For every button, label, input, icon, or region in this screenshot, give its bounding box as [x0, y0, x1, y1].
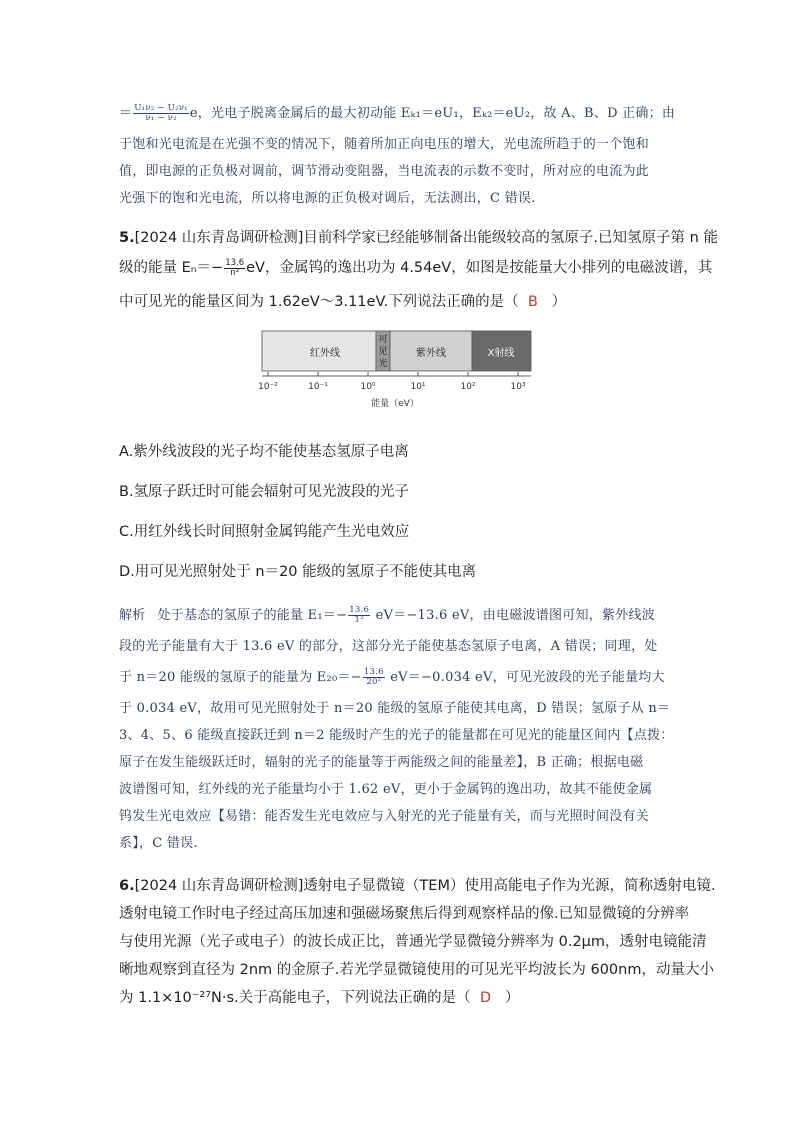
- label-ultraviolet: 紫外线: [416, 348, 446, 359]
- question-6-line-3: 与使用光源（光子或电子）的波长成正比，普通光学显微镜分辨率为 0.2μm，透射电镜能清: [119, 934, 707, 950]
- solution-line-4: 于 0.034 eV，故用可见光照射处于 n＝20 能级的氢原子能使其电离，D 错误；氢原子从 n＝: [119, 701, 671, 716]
- fraction-e1: $\frac{13.6}{\text{1²}}$: [349, 605, 370, 625]
- axis-tick-label: 10⁻¹: [308, 382, 328, 392]
- question-5-line-3: 中可见光的能量区间为 1.62eV～3.11eV.下列说法正确的是（ B ）: [119, 294, 567, 310]
- solution-line-8: 钨发生光电效应【易错：能否发生光电效应与入射光的光子能量有关，而与光照时间没有关: [119, 809, 650, 824]
- option-b: B.氢原子跃迁时可能会辐射可见光波段的光子: [119, 484, 410, 500]
- axis-tick-label: 10⁰: [360, 382, 376, 392]
- q5-solution: [119, 602, 675, 852]
- question-number: 5.: [119, 230, 135, 246]
- option-d: D.用可见光照射处于 n＝20 能级的氢原子不能使其电离: [119, 564, 477, 580]
- prev-solution-line-4: 光强下的饱和光电流，所以将电源的正负极对调后，无法测出，C 错误.: [119, 191, 536, 206]
- fraction-work-function: $\frac{\text{U₁ν₂ − U₂ν₁}}{\text{ν₁ − ν₂}}$: [134, 103, 188, 123]
- axis-ticks: [258, 372, 526, 392]
- label-visible-3: 光: [378, 359, 388, 369]
- question-6-line-1: 6.[2024 山东青岛调研检测]透射电子显微镜（TEM）使用高能电子作为光源，简称透射电镜.: [119, 878, 716, 894]
- label-infrared: 红外线: [310, 348, 340, 359]
- question-6-line-5: 为 1.1×10⁻²⁷N·s.关于高能电子，下列说法正确的是（ D ）: [119, 990, 520, 1006]
- prev-solution-line-2: 于饱和光电流是在光强不变的情况下，随着所加正向电压的增大，光电流所趋于的一个饱和: [119, 137, 650, 152]
- answer-mark: B: [527, 294, 538, 310]
- question-6-line-4: 晰地观察到直径为 2nm 的金原子.若光学显微镜使用的可见光平均波长为 600nm，动量大小: [119, 962, 714, 978]
- solution-line-7: 波谱图可知，红外线的光子能量均小于 1.62 eV，更小于金属钨的逸出功，故其不能使金属: [119, 782, 653, 797]
- question-5: [119, 226, 718, 316]
- solution-line-9: 系】，C 错误.: [119, 836, 198, 851]
- axis-tick-label: 10⁻²: [258, 382, 278, 392]
- em-spectrum-figure: [250, 325, 550, 415]
- prev-solution-line-1: ＝ $\frac{\text{U₁ν₂ − U₂ν₁}}{\text{ν₁ − ν₂}}$ e，光电子脱离金属后的最大初动能 Eₖ₁＝eU₁，Eₖ₂＝eU₂，故 A、B、D 正确；由: [119, 103, 676, 123]
- question-6-line-2: 透射电镜工作时电子经过高压加速和强磁场聚焦后得到观察样品的像.已知显微镜的分辨率: [119, 906, 690, 922]
- answer-mark: D: [479, 990, 492, 1006]
- solution-line-6: 原子在发生能级跃迁时，辐射的光子的能量等于两能级之间的能量差】，B 正确；根据电磁: [119, 755, 644, 770]
- question-6: [119, 874, 716, 1014]
- axis-tick-label: 10³: [510, 382, 526, 392]
- solution-label: 解析: [119, 608, 146, 623]
- prev-solution: [119, 100, 675, 210]
- question-5-line-2: 级的能量 Eₙ＝− $\frac{13.6}{\text{n²}}$ eV，金属钨的逸出功为 4.54eV，如图是按能量大小排列的电磁波谱，其: [119, 257, 713, 278]
- solution-line-3: 于 n＝20 能级的氢原子的能量为 E₂₀＝− $\frac{13.6}{\text{20²}}$ eV＝−0.034 eV，可见光波段的光子能量均大: [119, 667, 665, 687]
- option-c: C.用红外线长时间照射金属钨能产生光电效应: [119, 524, 410, 540]
- solution-line-2: 段的光子能量有大于 13.6 eV 的部分，这部分光子能使基态氢原子电离，A 错误；同理，处: [119, 639, 658, 654]
- question-number: 6.: [119, 878, 135, 894]
- fraction-e20: $\frac{13.6}{\text{20²}}$: [363, 667, 384, 687]
- axis-label: 能量（eV）: [371, 399, 419, 409]
- label-visible-1: 可: [378, 335, 388, 345]
- axis-tick-label: 10²: [460, 382, 476, 392]
- prev-solution-line-3: 值，即电源的正负极对调前，调节滑动变阻器，当电流表的示数不变时，所对应的电流为此: [119, 164, 650, 179]
- axis-tick-label: 10¹: [410, 382, 426, 392]
- solution-line-1: 解析 处于基态的氢原子的能量 E₁＝− $\frac{13.6}{\text{1²}}$ eV＝−13.6 eV，由电磁波谱图可知，紫外线波: [119, 605, 655, 625]
- solution-line-5: 3、4、5、6 能级直接跃迁到 n＝2 能级时产生的光子的能量都在可见光的能量区间内【点拨：: [119, 728, 674, 743]
- option-a: A.紫外线波段的光子均不能使基态氢原子电离: [119, 444, 409, 460]
- energy-fraction: $\frac{13.6}{\text{n²}}$: [225, 257, 245, 278]
- label-xray: X射线: [487, 348, 515, 359]
- question-5-line-1: 5.[2024 山东青岛调研检测]目前科学家已经能够制备出能级较高的氢原子.已知氢原子第 n 能: [119, 230, 718, 246]
- label-visible-2: 见: [378, 347, 388, 357]
